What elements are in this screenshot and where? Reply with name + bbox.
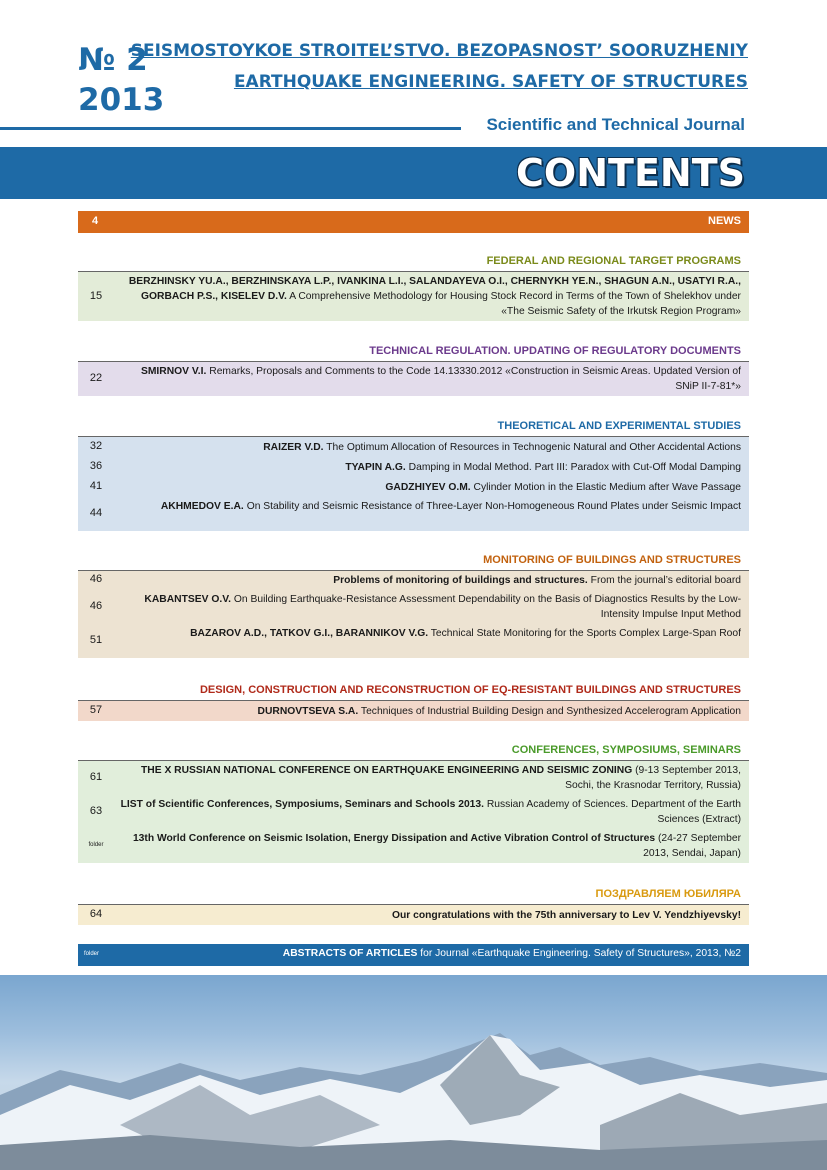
entry-page: 15 [89, 289, 103, 302]
entry-text [120, 908, 741, 923]
entry-page: 51 [89, 634, 103, 646]
entry-page: 46 [89, 573, 103, 585]
entry-authors: GADZHIYEV O.M. [385, 481, 471, 493]
section-heading: DESIGN, CONSTRUCTION AND RECONSTRUCTION OF EQ-RESISTANT BUILDINGS AND STRUCTURES [199, 684, 741, 696]
entry-text [120, 831, 741, 861]
section-block [78, 362, 749, 396]
section-block [78, 761, 749, 863]
entry-text [120, 440, 741, 455]
news-page: 4 [92, 215, 99, 227]
abstracts-row[interactable] [78, 944, 749, 966]
entry-authors: DURNOVTSEVA S.A. [257, 705, 359, 717]
entry-authors: Our congratulations with the 75th anniversary to Lev V. Yendzhiyevsky! [391, 909, 741, 921]
section-heading: TECHNICAL REGULATION. UPDATING OF REGULATORY DOCUMENTS [369, 345, 741, 357]
entry-title: (9-13 September 2013, Sochi, the Krasnodar Territory, Russia) [565, 765, 741, 791]
entry-page: 44 [89, 507, 103, 519]
entry-title: A Comprehensive Methodology for Housing Stock Record in Terms of the Town of Shelekhov under «The Seismic Safety of the Irkutsk Region Program» [289, 291, 741, 317]
entry-page: 41 [89, 480, 103, 492]
entry-title: Cylinder Motion in the Elastic Medium after Wave Passage [473, 481, 741, 493]
entry-title: From the journal’s editorial board [590, 574, 741, 586]
abstracts-text: ABSTRACTS OF ARTICLES for Journal «Earthquake Engineering. Safety of Structures», 2013, №2 [282, 948, 741, 959]
section-block [78, 437, 749, 531]
section-heading: FEDERAL AND REGIONAL TARGET PROGRAMS [486, 255, 741, 267]
section-block [78, 701, 749, 721]
entry-page: folder [88, 842, 104, 848]
entry-authors: SMIRNOV V.I. [140, 366, 207, 377]
entry-title: On Building Earthquake-Resistance Assessment Dependability on the Basis of Diagnostics Results by the Low-Intensity Impulse Input Method [233, 593, 741, 620]
entry-page: 22 [89, 372, 103, 384]
entry-authors: LIST of Scientific Conferences, Symposiums, Seminars and Schools 2013. [120, 799, 484, 810]
entry-text [120, 763, 741, 793]
entry-text [120, 460, 741, 475]
page-title: CONTENTS [516, 151, 745, 195]
entry-title: (24-27 September 2013, Sendai, Japan) [643, 833, 741, 859]
toc-entry[interactable] [78, 624, 749, 658]
abstracts-page: folder [84, 951, 100, 957]
toc-entry[interactable] [78, 589, 749, 624]
journal-subtitle: Scientific and Technical Journal [486, 115, 745, 134]
entry-authors: AKHMEDOV E.A. [160, 501, 244, 512]
header-rule [0, 127, 461, 130]
entry-page: 57 [89, 704, 103, 716]
entry-title: Damping in Modal Method. Part III: Paradox with Cut-Off Modal Damping [408, 461, 741, 473]
news-row[interactable] [78, 211, 749, 233]
entry-authors: BERZHINSKY YU.A., BERZHINSKAYA L.P., IVANKINA L.I., SALANDAYEVA O.I., CHERNYKH YE.N., SHAGUN A.N., USATYI R.A., GORBACH P.S., KISELEV D.V. [128, 276, 741, 302]
entry-title: On Stability and Seismic Resistance of Three-Layer Non-Homogeneous Round Plates under Seismic Impact [246, 501, 741, 512]
toc-entry[interactable] [78, 457, 749, 477]
toc-entry[interactable] [78, 701, 749, 721]
entry-page: 46 [89, 599, 103, 612]
toc-entry[interactable] [78, 272, 749, 321]
toc-entry[interactable] [78, 437, 749, 457]
news-label: NEWS [708, 215, 741, 227]
section-heading: MONITORING OF BUILDINGS AND STRUCTURES [483, 554, 741, 566]
entry-title: Technical State Monitoring for the Sports Complex Large-Span Roof [430, 628, 741, 639]
entry-page: 32 [89, 440, 103, 452]
journal-title-english: EARTHQUAKE ENGINEERING. SAFETY OF STRUCTURES [233, 72, 748, 92]
entry-text [120, 480, 741, 495]
entry-authors: 13th World Conference on Seismic Isolation, Energy Dissipation and Active Vibration Control of Structures [132, 833, 656, 844]
entry-authors: THE X RUSSIAN NATIONAL CONFERENCE ON EARTHQUAKE ENGINEERING AND SEISMIC ZONING [140, 765, 633, 776]
toc-entry[interactable] [78, 362, 749, 396]
section-heading: THEORETICAL AND EXPERIMENTAL STUDIES [497, 420, 741, 432]
entry-title: The Optimum Allocation of Resources in Technogenic Natural and Other Accidental Actions [326, 441, 741, 453]
section-heading: ПОЗДРАВЛЯЕМ ЮБИЛЯРА [595, 888, 741, 900]
entry-authors: Problems of monitoring of buildings and structures. [333, 574, 588, 586]
entry-text [120, 797, 741, 827]
issue-number: № 2 [78, 42, 148, 78]
entry-text [120, 573, 741, 588]
mountain-photo [0, 975, 827, 1170]
toc-entry[interactable] [78, 477, 749, 497]
toc-entry[interactable] [78, 761, 749, 795]
entry-authors: BAZAROV A.D., TATKOV G.I., BARANNIKOV V.G. [190, 628, 429, 639]
journal-title-translit: SEISMOSTOYKOE STROITEL’STVO. BEZOPASNOST’ SOORUZHENIY [130, 41, 748, 61]
entry-title: Remarks, Proposals and Comments to the Code 14.13330.2012 «Construction in Seismic Areas. Updated Version of SNiP II-7-81*» [209, 366, 741, 392]
toc-entry[interactable] [78, 829, 749, 863]
entry-text [120, 592, 741, 622]
mountain-illustration [0, 975, 827, 1170]
entry-page: 64 [89, 908, 103, 920]
entry-authors: RAIZER V.D. [263, 441, 324, 453]
entry-text [120, 626, 741, 641]
section-block [78, 571, 749, 658]
entry-text [120, 704, 741, 719]
entry-page: 36 [89, 460, 103, 472]
toc-entry[interactable] [78, 905, 749, 925]
entry-page: 63 [89, 805, 103, 817]
toc-entry[interactable] [78, 795, 749, 829]
entry-title: Techniques of Industrial Building Design and Synthesized Accelerogram Application [360, 705, 741, 717]
entry-text [120, 364, 741, 394]
entry-page: 61 [89, 771, 103, 783]
entry-authors: KABANTSEV O.V. [144, 593, 232, 605]
entry-authors: TYAPIN A.G. [345, 461, 406, 473]
section-heading: CONFERENCES, SYMPOSIUMS, SEMINARS [511, 744, 741, 756]
toc-entry[interactable] [78, 497, 749, 531]
issue-year: 2013 [78, 82, 165, 118]
entry-text [120, 274, 741, 319]
toc-entry[interactable] [78, 571, 749, 589]
entry-title: Russian Academy of Sciences. Department of the Earth Sciences (Extract) [486, 799, 741, 825]
section-block [78, 272, 749, 321]
entry-text [120, 499, 741, 514]
section-block [78, 905, 749, 925]
